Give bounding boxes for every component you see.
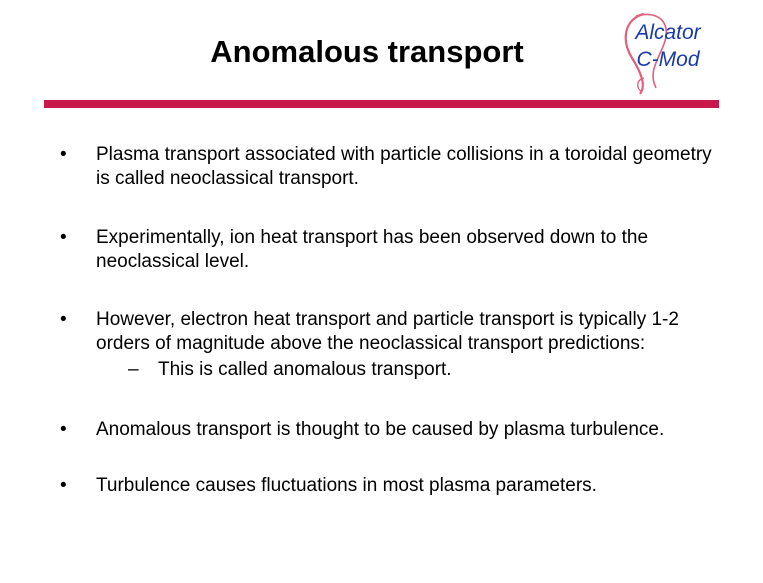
bullet-text: Experimentally, ion heat transport has been observed down to the neoclassical level. xyxy=(96,227,649,272)
slide-title: Anomalous transport xyxy=(210,34,524,69)
logo-text-cmod: C-Mod xyxy=(636,48,700,71)
bullet-marker: • xyxy=(60,227,67,248)
bullet-marker: • xyxy=(60,309,67,330)
bullet-marker: • xyxy=(60,419,67,440)
bullet-text: Anomalous transport is thought to be caused by plasma turbulence. xyxy=(96,419,665,440)
bullet-text: Turbulence causes ﬂuctuations in most plasma parameters. xyxy=(96,475,597,496)
sub-bullet-marker: – xyxy=(128,359,139,380)
bullet-marker: • xyxy=(60,475,67,496)
bullet-text: However, electron heat transport and particle transport is typically 1-2 orders of magnitude above the neoclassical transport predictions: xyxy=(96,309,679,354)
bullet-text: Plasma transport associated with particle collisions in a toroidal geometry is called neoclassical transport. xyxy=(96,144,712,189)
sub-bullet-text: This is called anomalous transport. xyxy=(158,359,452,380)
bullet-marker: • xyxy=(60,144,67,165)
logo-text-alcator: Alcator xyxy=(635,21,701,44)
